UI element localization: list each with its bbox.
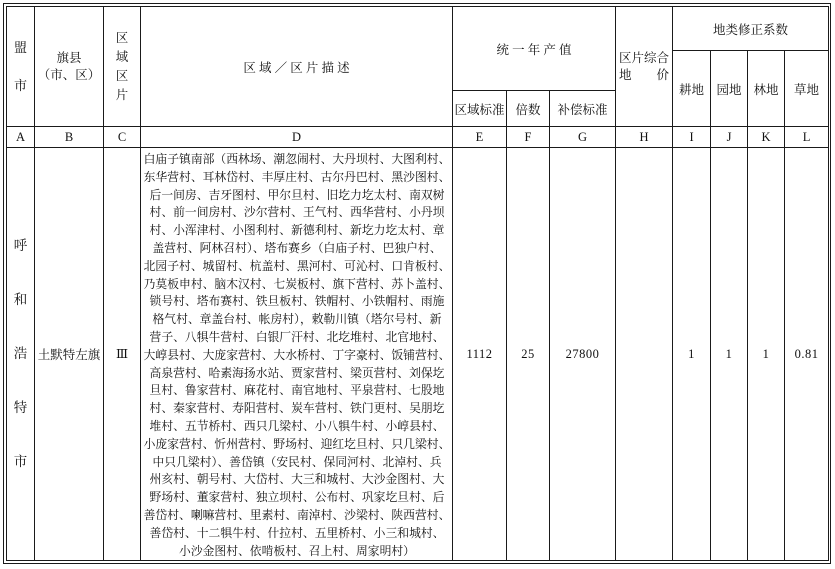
column-letter-e: E: [453, 127, 507, 148]
cell-multiplier: 25: [507, 148, 550, 561]
header-zone-price-line1: 区片综合: [619, 50, 670, 65]
cell-zone: Ⅲ: [104, 148, 141, 561]
cell-banner: 土默特左旗: [35, 148, 104, 561]
league-city-value: 呼和浩特市: [13, 238, 28, 470]
land-price-table: [6, 6, 829, 561]
zone-description-text: 白庙子镇南部（西林场、潮忽闹村、大丹坝村、大图利村、 东华营村、耳林岱村、丰厚庄村、古尔丹巴村、黑沙图村、 后一间房、吉牙图村、甲尔旦村、旧圪力圪太村、南双树 村、前一间房村、沙尔营村、王气村、西华营村、小丹坝 村、小浑津村、小图利村、新德利村、新圪力圪太村、章 盖营村、阿林召村）、塔布赛乡（白庙子村、巴独户村、 北园子村、城留村、杭盖村、黑河村、可沁村、口肯板村、 乃莫板申村、脑木汉村、七炭板村、旗下营村、苏卜盖村、 锁号村、塔布赛村、铁旦板村、铁帽村、小铁帽村、雨施 格气村、章盖台村、帐房村），敕勒川镇（塔尔号村、新 营子、八犋牛营村、白银厂汗村、北圪堆村、北官地村、 大崞县村、大庞家营村、大水桥村、丁字豪村、饭铺营村、 高泉营村、哈素海扬水站、贾家营村、梁页营村、刘保圪 旦村、鲁家营村、麻花村、南官地村、平泉营村、七股地 村、秦家营村、寿阳营村、炭车营村、铁门更村、吴朋圪 堆村、五节桥村、西只几梁村、小八犋牛村、小崞县村、 小庞家营村、忻州营村、野场村、迎红圪旦村、只几梁村、 中只几梁村）、善岱镇（安民村、保同河村、北淖村、兵 州亥村、朝号村、大岱村、大三和城村、大沙金图村、大 野场村、董家营村、独立坝村、公布村、巩家圪旦村、后 善岱村、喇嘛营村、里素村、南淖村、沙梁村、陕西营村、 善岱村、十二犋牛村、什拉村、五里桥村、小三和城村、 小沙金图村、依啃板村、召上村、周家明村）: [143, 152, 451, 558]
header-banner-line1: 旗县: [56, 50, 82, 65]
cell-coeff-grass: 0.81: [785, 148, 829, 561]
header-zone-description: 区 域 ／ 区 片 描 述: [141, 7, 453, 127]
cell-zone-description: [141, 148, 453, 561]
cell-compensation-standard: 27800: [550, 148, 616, 561]
header-compensation-standard: 补偿标准: [550, 91, 616, 127]
cell-regional-standard: 1112: [453, 148, 507, 561]
column-letter-g: G: [550, 127, 616, 148]
header-coeff-cultivated: 耕地: [673, 51, 711, 127]
header-banner-county: [35, 7, 104, 127]
column-letter-i: I: [673, 127, 711, 148]
column-letter-f: F: [507, 127, 550, 148]
header-group-annual-output: 统 一 年 产 值: [453, 7, 616, 91]
header-zone: [104, 7, 141, 127]
column-letter-a: A: [7, 127, 35, 148]
header-zone-price-line2: 地 价: [619, 67, 670, 82]
column-letter-j: J: [711, 127, 748, 148]
header-group-land-coeff: 地类修正系数: [673, 7, 829, 51]
header-coeff-garden: 园地: [711, 51, 748, 127]
header-coeff-forest: 林地: [748, 51, 785, 127]
cell-league-city: [7, 148, 35, 561]
land-price-table-frame: [3, 3, 831, 564]
column-letter-l: L: [785, 127, 829, 148]
cell-coeff-cultivated: 1: [673, 148, 711, 561]
table-row: [7, 148, 829, 561]
cell-coeff-garden: 1: [711, 148, 748, 561]
header-league-city: [7, 7, 35, 127]
column-letter-h: H: [616, 127, 673, 148]
header-regional-standard: 区域标准: [453, 91, 507, 127]
header-banner-line2: （市、区）: [37, 67, 101, 82]
column-letter-d: D: [141, 127, 453, 148]
header-zone-label: 区域区片: [115, 30, 129, 102]
cell-zone-price: [616, 148, 673, 561]
header-league-city-label: 盟市: [14, 39, 28, 93]
column-letter-row: [7, 127, 829, 148]
header-coeff-grass: 草地: [785, 51, 829, 127]
header-zone-price: [616, 7, 673, 127]
column-letter-k: K: [748, 127, 785, 148]
cell-coeff-forest: 1: [748, 148, 785, 561]
column-letter-c: C: [104, 127, 141, 148]
header-multiplier: 倍数: [507, 91, 550, 127]
column-letter-b: B: [35, 127, 104, 148]
